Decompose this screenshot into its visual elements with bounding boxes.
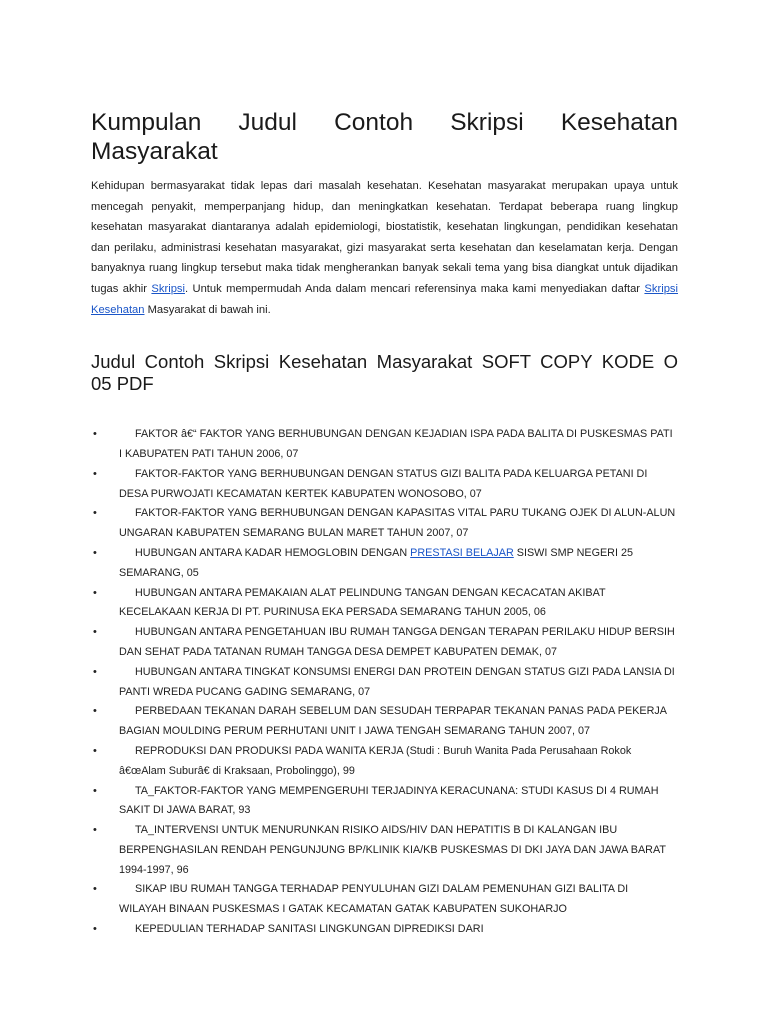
section-heading — [91, 351, 678, 395]
list-item — [91, 821, 678, 880]
list-item-text: HUBUNGAN ANTARA KADAR HEMOGLOBIN DENGAN — [135, 546, 411, 559]
section-heading-line-1: Judul Contoh Skripsi Kesehatan Masyarakat SOFT COPY KODE O — [91, 351, 678, 373]
list-item — [91, 425, 678, 465]
bullet-icon: • — [93, 923, 97, 936]
section-heading-line-2: 05 PDF — [91, 373, 154, 395]
link-skripsi-kesehatan[interactable]: Skripsi Kesehatan — [91, 282, 678, 316]
list-item-text: PERBEDAAN TEKANAN DARAH SEBELUM DAN SESUDAH TERPAPAR TEKANAN PANAS PADA PEKERJA BAGIAN MOULDING PERUM PERHUTANI UNIT I JAWA TENGAH SEMARANG TAHUN 2007, 07 — [119, 705, 667, 738]
bullet-icon: • — [93, 784, 97, 797]
intro-text-b: . Untuk mempermudah Anda dalam mencari referensinya maka kami menyediakan daftar — [185, 282, 645, 295]
list-item-text: HUBUNGAN ANTARA TINGKAT KONSUMSI ENERGI DAN PROTEIN DENGAN STATUS GIZI PADA LANSIA DI PANTI WREDA PUCANG GADING SEMARANG, 07 — [119, 665, 675, 698]
bullet-icon: • — [93, 824, 97, 837]
intro-text-c: Masyarakat di bawah ini. — [144, 303, 271, 316]
list-item-text: FAKTOR-FAKTOR YANG BERHUBUNGAN DENGAN KAPASITAS VITAL PARU TUKANG OJEK DI ALUN-ALUN UNGARAN KABUPATEN SEMARANG BULAN MARET TAHUN 2007, 07 — [119, 507, 676, 540]
list-item — [91, 584, 678, 624]
bullet-icon: • — [93, 507, 97, 520]
list-item — [91, 742, 678, 782]
list-item-text: KEPEDULIAN TERHADAP SANITASI LINGKUNGAN DIPREDIKSI DARI — [135, 923, 484, 936]
bullet-icon: • — [93, 626, 97, 639]
link-skripsi[interactable]: Skripsi — [151, 282, 185, 295]
list-item — [91, 702, 678, 742]
list-item — [91, 544, 678, 584]
bullet-icon: • — [93, 467, 97, 480]
list-item-text: HUBUNGAN ANTARA PEMAKAIAN ALAT PELINDUNG TANGAN DENGAN KECACATAN AKIBAT KECELAKAAN KERJA DI PT. PURINUSA EKA PERSADA SEMARANG TAHUN 2005, 06 — [119, 586, 606, 619]
bullet-icon: • — [93, 705, 97, 718]
link-prestasi-belajar[interactable]: PRESTASI BELAJAR — [410, 546, 514, 559]
list-item — [91, 465, 678, 505]
list-item-text: FAKTOR-FAKTOR YANG BERHUBUNGAN DENGAN STATUS GIZI BALITA PADA KELUARGA PETANI DI DESA PURWOJATI KECAMATAN KERTEK KABUPATEN WONOSOBO, 07 — [119, 467, 648, 500]
list-item-text: REPRODUKSI DAN PRODUKSI PADA WANITA KERJA (Studi : Buruh Wanita Pada Perusahaan Rokok â€œAlam Suburâ€ di Kraksaan, Probolinggo), 99 — [119, 744, 632, 777]
list-item-text: TA_INTERVENSI UNTUK MENURUNKAN RISIKO AIDS/HIV DAN HEPATITIS B DI KALANGAN IBU BERPENGHASILAN RENDAH PENGUNJUNG BP/KLINIK KIA/KB PUSKESMAS DI DKI JAYA DAN JAWA BARAT 1994-1997, 96 — [119, 824, 666, 876]
intro-paragraph — [91, 176, 678, 320]
list-item-text: TA_FAKTOR-FAKTOR YANG MEMPENGERUHI TERJADINYA KERACUNANA: STUDI KASUS DI 4 RUMAH SAKIT DI JAWA BARAT, 93 — [119, 784, 659, 817]
list-item — [91, 504, 678, 544]
bullet-icon: • — [93, 883, 97, 896]
list-item — [91, 920, 678, 940]
bullet-icon: • — [93, 665, 97, 678]
topic-list — [91, 425, 678, 940]
list-item-text: SIKAP IBU RUMAH TANGGA TERHADAP PENYULUHAN GIZI DALAM PEMENUHAN GIZI BALITA DI WILAYAH BINAAN PUSKESMAS I GATAK KECAMATAN GATAK KABUPATEN SUKOHARJO — [119, 883, 629, 916]
bullet-icon: • — [93, 744, 97, 757]
title-line-2: Masyarakat — [91, 138, 218, 165]
bullet-icon: • — [93, 428, 97, 441]
list-item-text: FAKTOR â€“ FAKTOR YANG BERHUBUNGAN DENGAN KEJADIAN ISPA PADA BALITA DI PUSKESMAS PATI I KABUPATEN PATI TAHUN 2006, 07 — [119, 428, 673, 460]
page-title — [91, 108, 678, 166]
bullet-icon: • — [93, 546, 97, 559]
list-item-text: HUBUNGAN ANTARA PENGETAHUAN IBU RUMAH TANGGA DENGAN TERAPAN PERILAKU HIDUP BERSIH DAN SEHAT PADA TATANAN RUMAH TANGGA DESA DEMPET KABUPATEN DEMAK, 07 — [119, 626, 675, 658]
list-item — [91, 880, 678, 920]
title-line-1: Kumpulan Judul Contoh Skripsi Kesehatan — [91, 109, 678, 136]
intro-text-a: Kehidupan bermasyarakat tidak lepas dari masalah kesehatan. Kesehatan masyarakat merupakan upaya untuk mencegah penyakit, memperpanjang hidup, dan meningkatkan kesehatan. Terdapat beberapa ruang lingkup kesehatan masyarakat diantaranya adalah epidemiologi, biostatistik, kesehatan lingkungan, pendidikan kesehatan dan perilaku, administrasi kesehatan masyarakat, gizi masyarakat serta kesehatan dan keselamatan kerja. Dengan banyaknya ruang lingkup tersebut maka tidak mengherankan banyak sekali tema yang bisa diangkat untuk dijadikan tugas akhir — [91, 180, 678, 295]
list-item — [91, 782, 678, 822]
list-item-text: SISWI SMP NEGERI 25 SEMARANG, 05 — [119, 546, 633, 579]
bullet-icon: • — [93, 586, 97, 599]
list-item — [91, 623, 678, 663]
list-item — [91, 663, 678, 703]
